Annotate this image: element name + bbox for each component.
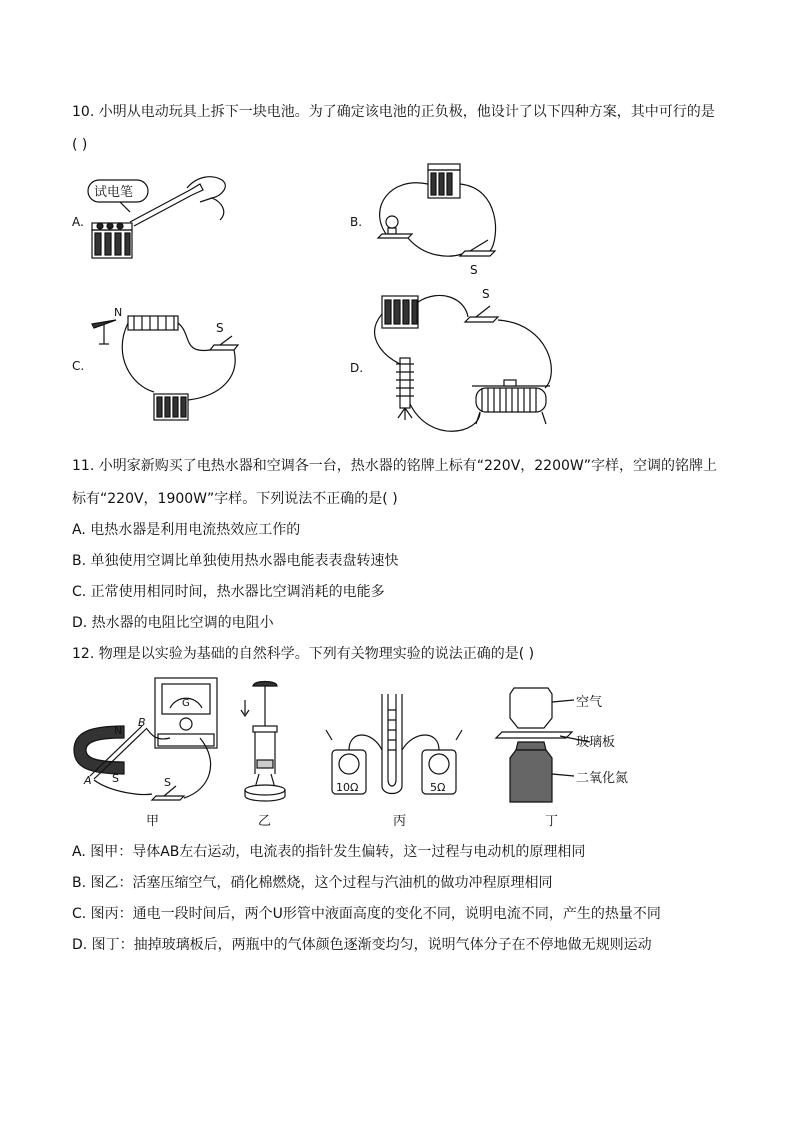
q12-caption-yi: 乙 — [258, 814, 272, 829]
q10-figure-d — [350, 284, 570, 444]
q12-bing-r2: 5Ω — [430, 781, 446, 794]
q12-jia-N: N — [114, 724, 123, 737]
q12-jia-S2: S — [164, 776, 171, 789]
q12-figure-ding — [490, 684, 650, 804]
q12-ding-glass: 玻璃板 — [576, 735, 616, 750]
q12-jia-A: A — [84, 774, 92, 787]
q11-option-c: C. 正常使用相同时间，热水器比空调消耗的电能多 — [72, 584, 385, 600]
q10-b-label: B. — [350, 215, 363, 229]
q10-c-label: C. — [72, 359, 85, 373]
q12-option-d: D. 图丁：抽掉玻璃板后，两瓶中的气体颜色逐渐变均匀，说明气体分子在不停地做无规则运动 — [72, 937, 652, 953]
q12-figure-bing — [322, 690, 472, 805]
q12-caption-ding: 丁 — [545, 814, 559, 829]
q12-option-b: B. 图乙：活塞压缩空气，硝化棉燃烧，这个过程与汽油机的做功冲程原理相同 — [72, 875, 553, 891]
q12-jia-S: S — [112, 772, 119, 785]
q12-figure-jia — [70, 672, 230, 807]
q10-c-switch: S — [216, 321, 224, 335]
q11-option-d: D. 热水器的电阻比空调的电阻小 — [72, 615, 274, 631]
q10-b-switch: S — [470, 263, 478, 277]
q12-caption-bing: 丙 — [393, 814, 407, 829]
q12-figure-yi — [235, 680, 295, 805]
q12-ding-air: 空气 — [576, 695, 603, 710]
q12-jia-G: G — [182, 698, 190, 709]
q11-option-b: B. 单独使用空调比单独使用热水器电能表表盘转速快 — [72, 553, 399, 569]
q10-a-pen-label: 试电笔 — [94, 185, 134, 200]
q10-stem: 10. 小明从电动玩具上拆下一块电池。为了确定该电池的正负极，他设计了以下四种方案，其中可行的是 — [72, 104, 715, 120]
q12-option-c: C. 图丙：通电一段时间后，两个U形管中液面高度的变化不同，说明电流不同，产生的热量不同 — [72, 906, 661, 922]
q11-stem-line1: 11. 小明家新购买了电热水器和空调各一台，热水器的铭牌上标有“220V，2200W”字样，空调的铭牌上 — [72, 458, 717, 474]
q10-d-switch: S — [482, 287, 490, 301]
q12-jia-B: B — [138, 716, 146, 729]
q10-figure-c — [72, 306, 247, 421]
q10-figure-b — [350, 158, 520, 278]
q10-answer-paren: ( ) — [72, 137, 88, 153]
q12-option-a: A. 图甲：导体AB左右运动，电流表的指针发生偏转，这一过程与电动机的原理相同 — [72, 844, 586, 860]
q12-stem: 12. 物理是以实验为基础的自然科学。下列有关物理实验的说法正确的是( ) — [72, 646, 535, 662]
q10-d-label: D. — [350, 361, 364, 375]
q12-bing-r1: 10Ω — [336, 781, 359, 794]
q11-stem-line2: 标有“220V，1900W”字样。下列说法不正确的是( ) — [72, 491, 398, 507]
q11-option-a: A. 电热水器是利用电流热效应工作的 — [72, 522, 301, 538]
q10-a-label: A. — [72, 215, 84, 229]
q12-ding-no2: 二氧化氮 — [576, 771, 629, 786]
q10-c-n: N — [114, 306, 123, 319]
q10-figure-a — [72, 168, 242, 263]
q12-caption-jia: 甲 — [146, 814, 160, 829]
